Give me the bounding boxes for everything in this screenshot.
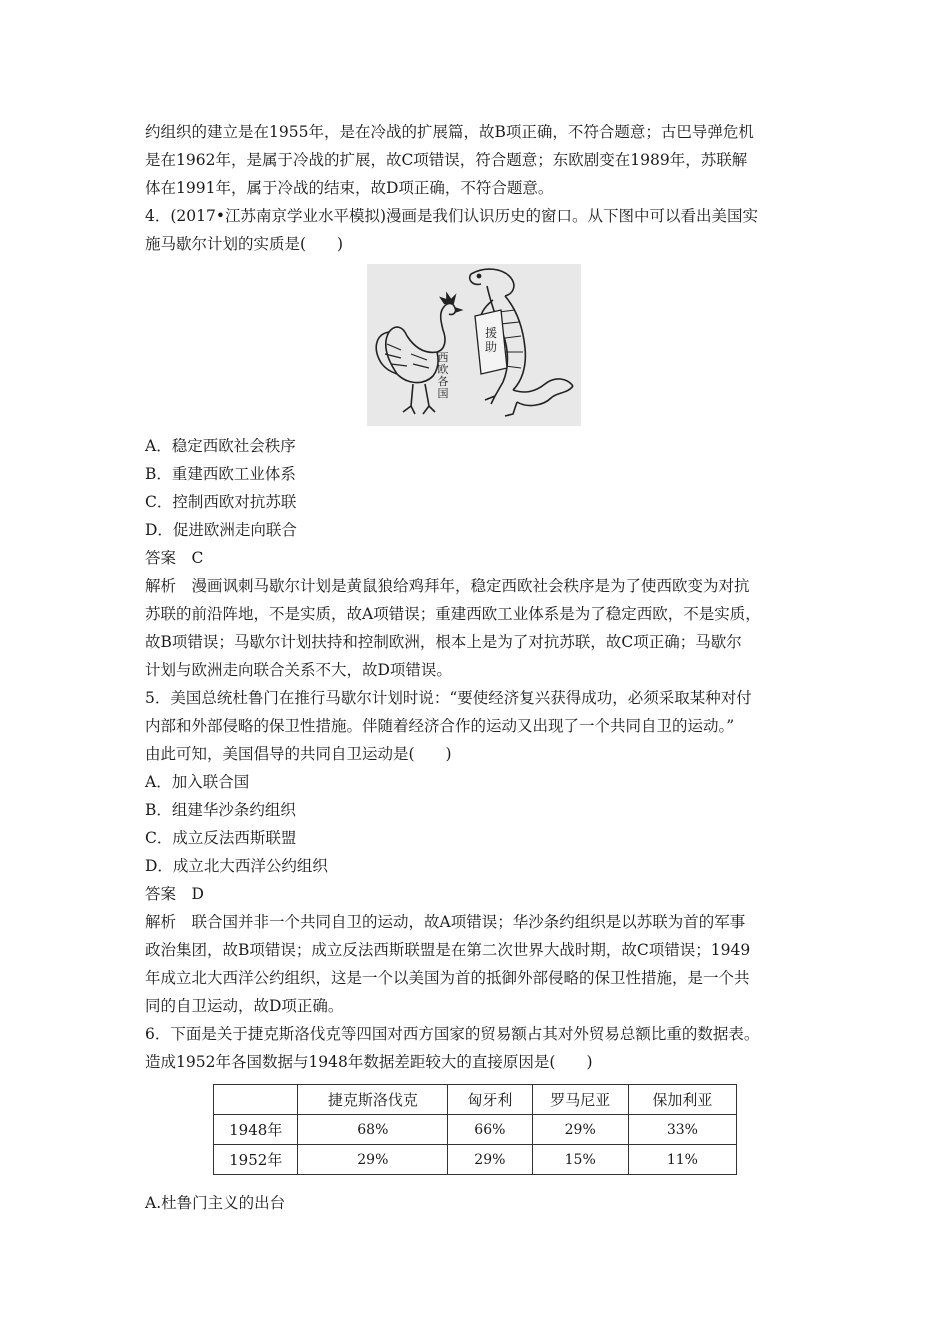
table-header-cell [214,1085,298,1115]
question-4 [145,202,815,684]
analysis-line: 年成立北大西洋公约组织，这是一个以美国为首的抵御外部侵略的保卫性措施，是一个共 [145,969,750,987]
prev-analysis-continued [145,118,815,202]
question-stem: 4．(2017•江苏南京学业水平模拟)漫画是我们认识历史的窗口。从下图中可以看出美国实 [145,207,759,225]
aid-sign-label: 援助 [485,326,498,354]
table-header-cell: 匈牙利 [448,1085,532,1115]
question-stem: 内部和外部侵略的保卫性措施。伴随着经济合作的运动又出现了一个共同自卫的运动。” [145,717,735,735]
option-d: D．促进欧洲走向联合 [145,521,297,539]
option-a: A.杜鲁门主义的出台 [145,1194,286,1212]
table-header-cell: 罗马尼亚 [532,1085,628,1115]
answer: 答案 D [145,885,204,903]
table-cell: 29% [298,1145,448,1175]
table-cell: 66% [448,1115,532,1145]
analysis-line: 解析 联合国并非一个共同自卫的运动，故A项错误；华沙条约组织是以苏联为首的军事 [145,913,746,931]
question-stem: 由此可知，美国倡导的共同自卫运动是( ) [145,745,452,763]
text-line: 是在1962年，是属于冷战的扩展，故C项错误，符合题意；东欧剧变在1989年，苏联解 [145,151,748,169]
text-line: 约组织的建立是在1955年，是在冷战的扩展篇，故B项正确，不符合题意；古巴导弹危机 [145,123,754,141]
analysis-line: 政治集团，故B项错误；成立反法西斯联盟是在第二次世界大战时期，故C项错误；1949 [145,941,751,959]
table-cell: 29% [448,1145,532,1175]
option-b: B．组建华沙条约组织 [145,801,296,819]
option-a: A．加入联合国 [145,773,250,791]
marshall-plan-cartoon [367,264,581,426]
question-6 [145,1020,815,1217]
option-a: A．稳定西欧社会秩序 [145,437,296,455]
table-cell: 29% [532,1115,628,1145]
table-cell: 1952年 [214,1145,298,1175]
answer: 答案 C [145,549,204,567]
analysis-line: 苏联的前沿阵地，不是实质，故A项错误；重建西欧工业体系是为了稳定西欧，不是实质， [145,605,761,623]
option-d: D．成立北大西洋公约组织 [145,857,328,875]
table-cell: 68% [298,1115,448,1145]
option-c: C．成立反法西斯联盟 [145,829,297,847]
table-header-cell: 保加利亚 [628,1085,736,1115]
analysis-line: 同的自卫运动，故D项正确。 [145,997,344,1015]
analysis-line: 故B项错误；马歇尔计划扶持和控制欧洲，根本上是为了对抗苏联，故C项正确；马歇尔 [145,633,742,651]
table-row [214,1115,737,1145]
table-header-cell: 捷克斯洛伐克 [298,1085,448,1115]
question-stem: 造成1952年各国数据与1948年数据差距较大的直接原因是( ) [145,1053,593,1071]
option-c: C．控制西欧对抗苏联 [145,493,297,511]
table-cell: 15% [532,1145,628,1175]
table-cell: 1948年 [214,1115,298,1145]
question-5 [145,684,815,1020]
table-cell: 33% [628,1115,736,1145]
rooster-label: 西欧各国 [437,351,449,400]
analysis-line: 计划与欧洲走向联合关系不大，故D项错误。 [145,661,452,679]
cartoon-drawing [367,264,581,426]
analysis-line: 解析 漫画讽刺马歇尔计划是黄鼠狼给鸡拜年，稳定西欧社会秩序是为了使西欧变为对抗 [145,577,750,595]
text-line: 体在1991年，属于冷战的结束，故D项正确，不符合题意。 [145,179,554,197]
trade-share-table [213,1084,737,1175]
table-cell: 11% [628,1145,736,1175]
question-stem: 施马歇尔计划的实质是( ) [145,235,344,253]
table-row [214,1145,737,1175]
question-stem: 6．下面是关于捷克斯洛伐克等四国对西方国家的贸易额占其对外贸易总额比重的数据表。 [145,1025,760,1043]
question-stem: 5．美国总统杜鲁门在推行马歇尔计划时说：“要使经济复兴获得成功，必须采取某种对付 [145,689,752,707]
table-header-row [214,1085,737,1115]
option-b: B．重建西欧工业体系 [145,465,296,483]
document-page [145,118,815,1217]
